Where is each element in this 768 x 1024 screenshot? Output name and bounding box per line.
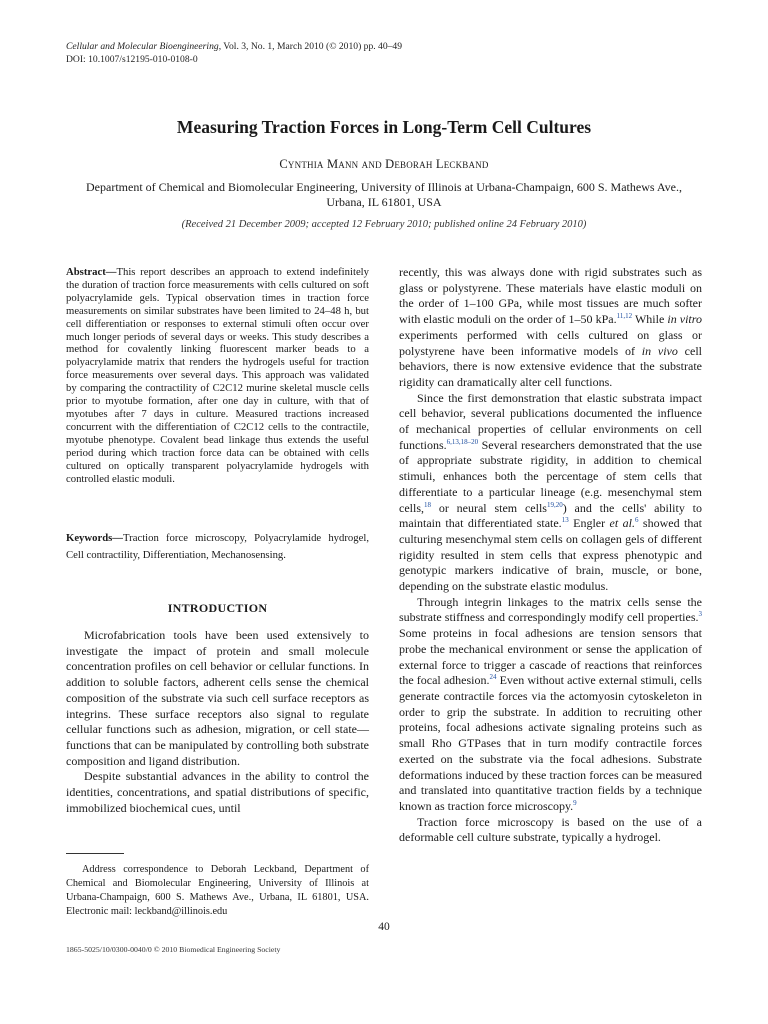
right-paragraph-3 bbox=[399, 595, 702, 815]
citation-link[interactable]: 13 bbox=[561, 516, 569, 525]
citation-link[interactable]: 3 bbox=[698, 610, 702, 619]
citation-link[interactable]: 19,20 bbox=[546, 500, 563, 509]
text-span: or neural stem cells bbox=[431, 500, 547, 515]
journal-issue: , Vol. 3, No. 1, March 2010 (© 2010) pp. 40–49 bbox=[218, 41, 403, 52]
affiliation bbox=[60, 180, 708, 210]
section-heading-introduction: INTRODUCTION bbox=[167, 601, 268, 615]
authors: Cynthia Mann and Deborah Leckband bbox=[279, 157, 489, 171]
italic-term: in vitro bbox=[667, 312, 702, 327]
copyright-line: 1865-5025/10/0300-0040/0 © 2010 Biomedical Engineering Society bbox=[66, 945, 281, 954]
text-span: Engler bbox=[568, 516, 610, 531]
text-span: ) and the cells' ability to maintain that differentiated state. bbox=[399, 500, 702, 531]
text-span: recently, this was always done with rigid substrates such as glass or polystyrene. These materials have elastic moduli on the order of 1–100 GPa, while most tissues are much softer with elastic moduli on the order of 1–50 kPa. bbox=[399, 265, 702, 327]
text-span: Even without active external stimuli, cells generate contractile forces via the actomyosin cytoskeleton in order to grip the substrate. In addition to recruiting other proteins, focal adhesions activate signaling proteins such as small Rho GTPases that in turn modify contractile forces exerted on the substrate via the focal adhesions. Substrate deformations induced by these traction forces can be measured and translated into quantitative traction fields by a technique known as traction force microscopy. bbox=[399, 673, 702, 813]
text-span: While bbox=[632, 312, 668, 327]
text-span: Several researchers demonstrated that the use of appropriate substrate rigidity, in addition to chemical stimuli, enhances both the percentage of stem cells that differentiate to a particular lineage (e.g. mesenchymal stem cells, bbox=[399, 437, 702, 515]
footnote-text: Address correspondence to Deborah Leckband, Department of Chemical and Biomolecular Engineering, University of Illinois at Urbana-Champaign, 600 S. Mathews Ave., Urbana, IL 61801, USA. Electronic mail: leckband@illinois.edu bbox=[66, 864, 369, 917]
keywords-text: Traction force microscopy, Polyacrylamide hydrogel, Cell contractility, Differentiation, Mechanosensing. bbox=[66, 532, 369, 561]
intro-paragraph-1: Microfabrication tools have been used extensively to investigate the impact of protein and small molecule concentration profiles on cell behavior or cellular functions. In addition to soluble factors, adherent cells sense the chemical composition of the substrate via such cell surface receptors as integrins. These surface receptors also signal to regulate cellular functions such as adhesion, migration, or cell state—functions that can be manipulated by controlling both substrate composition and ligand distribution. bbox=[66, 628, 369, 768]
intro-paragraph-2: Despite substantial advances in the ability to control the identities, concentrations, and spatial distributions of specific, immobilized biochemical cues, until bbox=[66, 769, 369, 815]
introduction-left bbox=[66, 628, 369, 816]
right-column bbox=[399, 265, 702, 846]
footnote-divider bbox=[66, 853, 124, 854]
text-span: Some proteins in focal adhesions are tension sensors that probe the mechanical environment or sense the application of external force to trigger a cascade of reactions that reinforces the focal adhesion. bbox=[399, 626, 702, 688]
citation-link[interactable]: 18 bbox=[424, 500, 431, 509]
affiliation-line-1: Department of Chemical and Biomolecular Engineering, University of Illinois at Urbana-Champaign, 600 S. Mathews Ave., bbox=[86, 180, 682, 194]
citation-link[interactable]: 24 bbox=[489, 673, 497, 682]
text-span: showed that culturing mesenchymal stem cells on collagen gels of different rigidity resulted in stem cells that express phenotypic and genotypic markers indicative of brain, muscle, or bone, depending on the substrate elastic modulus. bbox=[399, 516, 703, 594]
right-paragraph-2 bbox=[399, 391, 702, 595]
text-span: Since the first demonstration that elastic substrata impact cell behavior, several publications documented the influence of mechanical properties of cellular environments on cell functions. bbox=[399, 390, 702, 452]
correspondence-footnote bbox=[66, 863, 369, 919]
doi: DOI: 10.1007/s12195-010-0108-0 bbox=[66, 54, 198, 65]
abstract-label: Abstract— bbox=[66, 266, 117, 278]
abstract-text: This report describes an approach to extend indefinitely the duration of traction force measurements with cells cultured on soft polyacrylamide gels. Typical observation times in traction force measurements on similar substrates have been limited to 24–48 h, but cell differentiation or responses to external stimuli often occur over much longer periods of several days or weeks. This study describes a method for covalently linking fluorescent marker beads to a polyacrylamide matrix that renders the hydrogels useful for traction force measurements over several days. This approach was validated by comparing the contractility of C2C12 murine skeletal muscle cells prior to myotube formation, after one day in culture, with that of myotubes after 7 days in culture. Measured tractions increased concurrent with the differentiation of C2C12 cells to the contractile, myotube phenotype. Covalent bead linkage thus extends the useful period during which traction force data can be obtained with cells cultured on optically transparent polyacrylamide hydrogels with controlled elastic moduli. bbox=[66, 266, 369, 485]
right-paragraph-4: Traction force microscopy is based on the use of a deformable cell culture substrate, typically a hydrogel. bbox=[399, 814, 702, 845]
citation-link[interactable]: 11,12 bbox=[616, 312, 633, 321]
keywords bbox=[66, 530, 369, 564]
right-paragraph-1 bbox=[399, 265, 702, 391]
running-head bbox=[66, 40, 402, 66]
italic-term: in vivo bbox=[641, 343, 678, 358]
affiliation-line-2: Urbana, IL 61801, USA bbox=[326, 195, 442, 209]
keywords-label: Keywords— bbox=[66, 532, 123, 544]
text-span: cell behaviors, there is now extensive evidence that the substrate rigidity can dramatically alter cell functions. bbox=[399, 343, 702, 389]
paper-title: Measuring Traction Forces in Long-Term Cell Cultures bbox=[176, 117, 592, 137]
text-span: experiments performed with cells cultured on glass or polystyrene have been informative models of bbox=[399, 327, 702, 358]
italic-term: et al. bbox=[609, 516, 635, 531]
citation-link[interactable]: 6,13,18–20 bbox=[446, 437, 479, 446]
page-number: 40 bbox=[378, 921, 390, 933]
received-dates: (Received 21 December 2009; accepted 12 February 2010; published online 24 February 2010) bbox=[181, 219, 587, 230]
abstract bbox=[66, 266, 369, 485]
citation-link[interactable]: 6 bbox=[634, 516, 639, 525]
citation-link[interactable]: 9 bbox=[573, 798, 577, 807]
text-span: Through integrin linkages to the matrix cells sense the substrate stiffness and correspondingly modify cell properties. bbox=[399, 594, 702, 625]
journal-name: Cellular and Molecular Bioengineering bbox=[66, 41, 219, 52]
